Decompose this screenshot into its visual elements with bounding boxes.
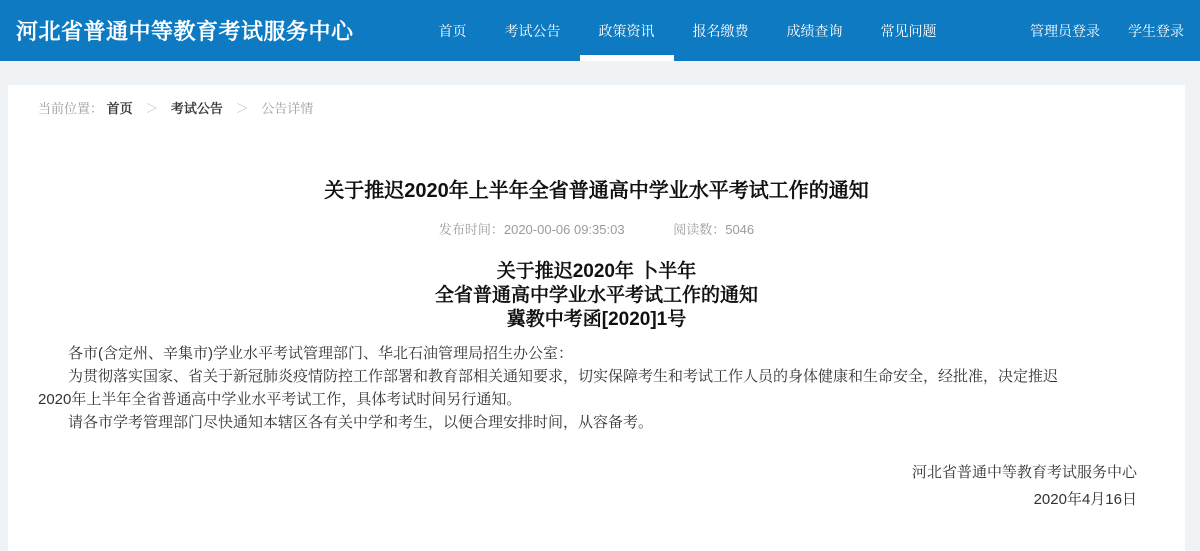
document-heading-line-3: 冀教中考函[2020]1号 xyxy=(506,309,687,330)
document-heading xyxy=(8,260,1185,332)
publish-time-value: 2020-00-06 09:35:03 xyxy=(503,222,625,237)
article-meta xyxy=(8,222,1185,238)
student-login-link[interactable]: 学生登录 xyxy=(1128,22,1184,39)
nav-item-exam-announcements[interactable]: 考试公告 xyxy=(504,22,561,39)
paragraph-closing: 请各市学考管理部门尽快通知本辖区各有关中学和考生，以便合理安排时间，从容备考。 xyxy=(68,414,654,431)
content-card xyxy=(8,85,1185,551)
read-count-value: 5046 xyxy=(725,222,755,237)
read-count-label: 阅读数： xyxy=(673,222,726,237)
main-nav xyxy=(420,0,956,61)
breadcrumb xyxy=(8,85,1185,117)
paragraph-salutation: 各市(含定州、辛集市)学业水平考试管理部门、华北石油管理局招生办公室： xyxy=(68,345,573,362)
publish-time-label: 发布时间： xyxy=(438,222,504,237)
breadcrumb-current-page: 公告详情 xyxy=(261,101,314,116)
paragraph-main: 为贯彻落实国家、省关于新冠肺炎疫情防控工作部署和教育部相关通知要求，切实保障考生和考试工作人员的身体健康和生命安全，经批准，决定推迟2020年上半年全省普通高中学业水平考试工作，具体考试时间另行通知。 xyxy=(38,368,1059,408)
nav-item-registration-payment[interactable]: 报名缴费 xyxy=(692,22,749,39)
document-heading-line-1: 关于推迟2020年 卜半年 xyxy=(496,261,697,282)
top-header xyxy=(0,0,1200,61)
breadcrumb-label: 当前位置： xyxy=(38,101,104,116)
nav-item-home[interactable]: 首页 xyxy=(438,22,467,39)
article-title: 关于推迟2020年上半年全省普通高中学业水平考试工作的通知 xyxy=(324,180,869,202)
signature-block xyxy=(8,459,1185,513)
breadcrumb-exam-announcements[interactable]: 考试公告 xyxy=(170,101,223,116)
signature-date: 2020年4月16日 xyxy=(1033,491,1137,508)
breadcrumb-separator: ＞ xyxy=(235,101,249,116)
nav-item-faq[interactable]: 常见问题 xyxy=(880,22,937,39)
login-links xyxy=(1030,0,1184,61)
breadcrumb-separator: ＞ xyxy=(145,101,159,116)
site-title: 河北省普通中等教育考试服务中心 xyxy=(16,19,354,44)
document-heading-line-2: 全省普通高中学业水平考试工作的通知 xyxy=(434,285,758,306)
breadcrumb-home[interactable]: 首页 xyxy=(106,101,133,116)
signature-organization: 河北省普通中等教育考试服务中心 xyxy=(911,464,1137,481)
nav-item-policy-news[interactable]: 政策资讯 xyxy=(580,0,674,61)
article-body xyxy=(8,342,1083,434)
admin-login-link[interactable]: 管理员登录 xyxy=(1030,22,1100,39)
nav-item-score-query[interactable]: 成绩查询 xyxy=(786,22,843,39)
